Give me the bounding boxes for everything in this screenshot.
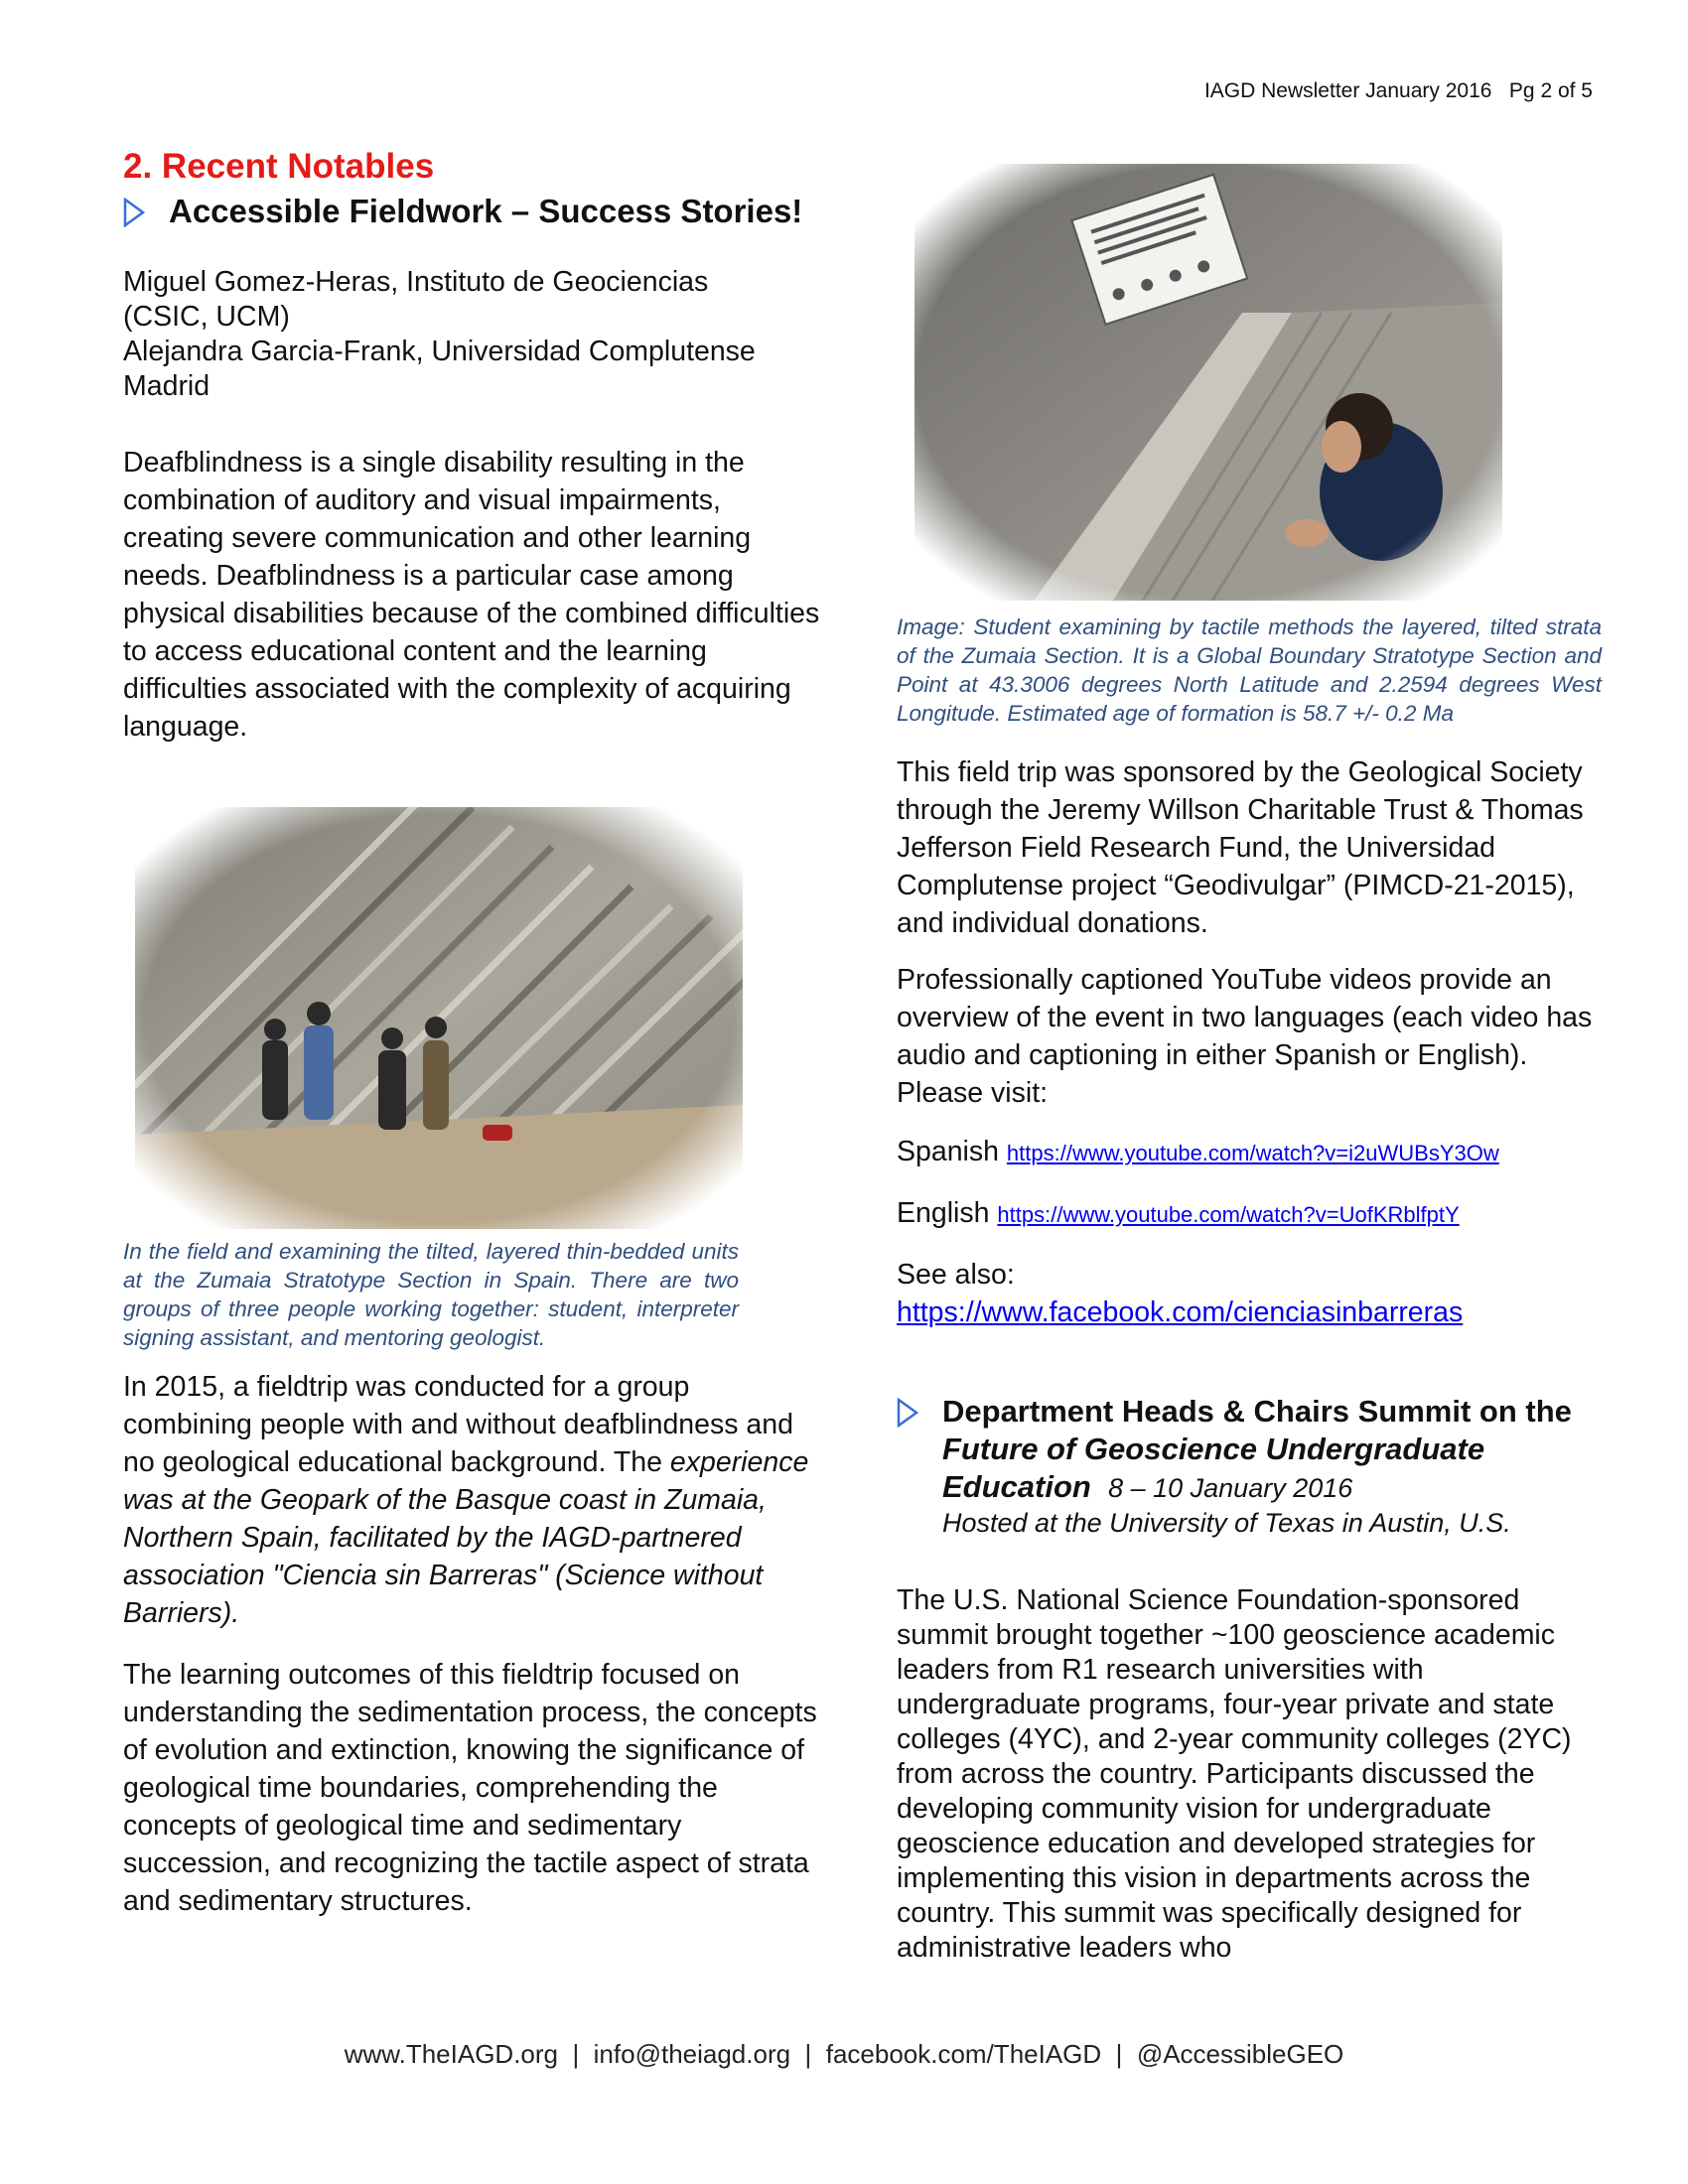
see-also-label: See also: — [897, 1259, 1015, 1291]
event-date: 8 – 10 January 2016 — [1108, 1473, 1353, 1503]
fieldwork-group-photo — [135, 807, 743, 1229]
article-subtitle-text: Accessible Fieldwork – Success Stories! — [169, 193, 803, 230]
summit-paragraph: The U.S. National Science Foundation-sponsored summit brought together ~100 geoscience academic leaders from R1 research universities with undergraduate programs, four-year private and state colleges (4YC), and 2-year community colleges (2YC) from across the country. Participants discussed the developing community vision for undergraduate geoscience education and developed strategies for implementing this vision in departments across the country. This summit was specifically designed for administrative leaders who — [897, 1584, 1572, 1964]
author-line: Miguel Gomez-Heras, Instituto de Geociencias — [123, 265, 709, 298]
article-subtitle — [123, 193, 823, 231]
spanish-label: Spanish — [897, 1136, 999, 1167]
fieldtrip-paragraph — [123, 1368, 823, 1632]
newsletter-header: IAGD Newsletter January 2016 Pg 2 of 5 — [1203, 79, 1593, 102]
event-title — [942, 1393, 1602, 1507]
triangle-bullet-icon — [897, 1398, 918, 1428]
event-title-part1: Department Heads & Chairs Summit on the — [942, 1394, 1572, 1429]
triangle-bullet-icon — [123, 198, 145, 227]
videos-paragraph: Professionally captioned YouTube videos provide an overview of the event in two languages (each video has audio and captioning in either Spanish or English). Please visit: — [897, 964, 1593, 1109]
learning-outcomes-paragraph: The learning outcomes of this fieldtrip focused on understanding the sedimentation process, the concepts of evolution and extinction, knowing the significance of geological time boundaries, comprehending the concepts of geological time and sedimentary succession, and recognizing the tactile aspect of strata and sedimentary structures. — [123, 1658, 817, 1917]
author-list — [123, 265, 823, 404]
english-video-link[interactable]: https://www.youtube.com/watch?v=UofKRblfptY — [997, 1202, 1460, 1227]
spanish-video-line — [897, 1133, 1602, 1172]
fieldtrip-location-text: experience was at the Geopark of the Basque coast in Zumaia, Northern Spain, facilitated by the IAGD-partnered association "Ciencia sin Barreras" (Science without Barriers). — [123, 1445, 809, 1629]
author-line: Madrid — [123, 369, 211, 402]
sponsorship-paragraph: This field trip was sponsored by the Geological Society through the Jeremy Willson Charitable Trust & Thomas Jefferson Field Research Fund, the Universidad Complutense project “Geodivulgar” (PIMCD-21-2015), and individual donations. — [897, 756, 1584, 939]
left-column — [123, 147, 823, 1920]
right-column — [897, 164, 1602, 1966]
facebook-link[interactable]: https://www.facebook.com/cienciasinbarreras — [897, 1297, 1464, 1328]
page-footer: www.TheIAGD.org | info@theiagd.org | facebook.com/TheIAGD | @AccessibleGEO — [344, 2039, 1344, 2069]
see-also-line — [897, 1256, 1602, 1331]
english-label: English — [897, 1197, 990, 1229]
english-video-line — [897, 1194, 1602, 1234]
author-line: (CSIC, UCM) — [123, 300, 290, 333]
event-heading — [897, 1393, 1602, 1539]
event-heading-text — [942, 1393, 1602, 1539]
tactile-photo-caption: Image: Student examining by tactile methods the layered, tilted strata of the Zumaia Section. It is a Global Boundary Stratotype Section and Point at 43.3006 degrees North Latitude and 2.2594 degrees West Longitude. Estimated age of formation is 58.7 +/- 0.2 Ma — [897, 614, 1602, 726]
event-title-part2: Future of Geoscience Undergraduate Education — [942, 1432, 1485, 1504]
author-line: Alejandra Garcia-Frank, Universidad Complutense — [123, 335, 756, 367]
section-title: 2. Recent Notables — [123, 147, 435, 186]
fieldtrip-text: In 2015, a fieldtrip was conducted for a group combining people with and without deafblindness and no geological educational background. The — [123, 1370, 793, 1478]
event-host: Hosted at the University of Texas in Austin, U.S. — [942, 1508, 1511, 1538]
tactile-examination-photo — [914, 164, 1502, 601]
spanish-video-link[interactable]: https://www.youtube.com/watch?v=i2uWUBsY3Ow — [1006, 1141, 1499, 1165]
intro-paragraph: Deafblindness is a single disability resulting in the combination of auditory and visual impairments, creating severe communication and other learning needs. Deafblindness is a particular case among physical disabilities because of the combined difficulties to access educational content and the learning difficulties associated with the complexity of acquiring language. — [123, 446, 820, 743]
group-photo-caption: In the field and examining the tilted, layered thin-bedded units at the Zumaia Stratotype Section in Spain. There are two groups of three people working together: student, interpreter signing assistant, and mentoring geologist. — [123, 1238, 739, 1350]
